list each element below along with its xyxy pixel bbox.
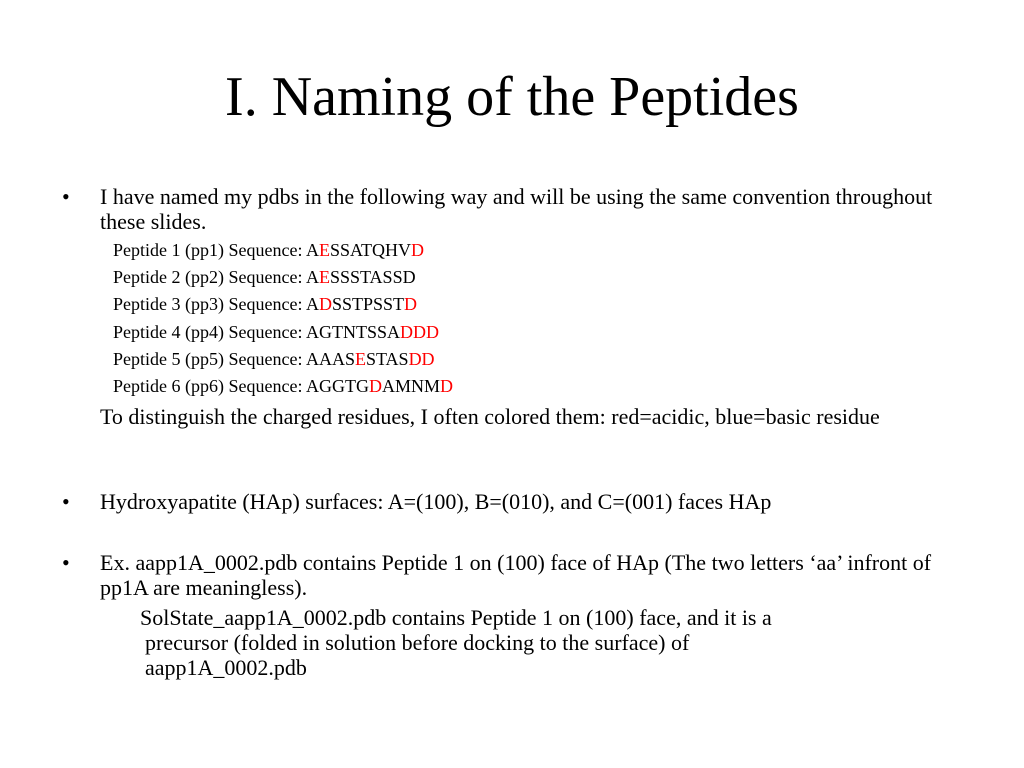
residue-segment: SSSTASSD [329,267,416,288]
peptide-sequence-row [113,346,453,373]
residue-segment: AAAS [305,348,355,369]
acidic-residue: E [318,240,330,260]
bullet-marker-3: • [62,550,70,575]
acidic-residue: D [404,294,418,315]
bullet-3-text: Ex. aapp1A_0002.pdb contains Peptide 1 on (100) face of HAp (The two letters ‘aa’ infront of pp1A are meaningless). [100,550,932,600]
peptide-label: Peptide 1 (pp1) Sequence: [113,240,306,260]
solstate-note [140,605,930,680]
residue-segment: A [305,294,319,315]
peptide-label: Peptide 5 (pp5) Sequence: [113,348,306,369]
solstate-note-line-1: SolState_aapp1A_0002.pdb contains Peptide 1 on (100) face, and it is a [140,605,772,630]
acidic-residue: D [411,240,424,260]
peptide-sequence-row [113,264,453,291]
solstate-note-line-2: precursor (folded in solution before docking to the surface) of [145,630,690,655]
peptide-label: Peptide 2 (pp2) Sequence: [113,267,306,288]
bullet-1-text: I have named my pdbs in the following way and will be using the same convention throughout these slides. [100,184,933,234]
acidic-residue: D [368,376,382,397]
peptide-sequence-list [113,237,453,400]
acidic-residue: D [439,376,453,397]
bullet-2-text: Hydroxyapatite (HAp) surfaces: A=(100), B=(010), and C=(001) faces HAp [100,489,772,514]
peptide-sequence-row [113,373,453,400]
peptide-sequence-row [113,319,453,346]
residue-segment: A [305,240,319,260]
acidic-residue: E [318,267,330,288]
bullet-marker-2: • [62,489,70,514]
residue-segment: AMNM [381,376,440,397]
acidic-residue: D [318,294,332,315]
peptide-label: Peptide 3 (pp3) Sequence: [113,294,306,315]
peptide-label: Peptide 4 (pp4) Sequence: [113,321,306,342]
residue-segment: SSTPSST [331,294,405,315]
slide-title: I. Naming of the Peptides [225,66,799,128]
residue-segment: A [305,267,319,288]
acidic-residue: E [354,348,366,369]
solstate-note-line-3: aapp1A_0002.pdb [145,655,307,680]
peptide-sequence-row [113,237,453,264]
peptide-sequence-row [113,291,453,318]
residue-segment: AGTNTSSA [305,321,400,342]
charged-residue-note: To distinguish the charged residues, I often colored them: red=acidic, blue=basic residue [100,404,880,429]
acidic-residue: DDD [399,321,439,342]
peptide-label: Peptide 6 (pp6) Sequence: [113,376,306,397]
bullet-marker-1: • [62,184,70,209]
residue-segment: SSATQHV [329,240,411,260]
residue-segment: STAS [365,348,409,369]
acidic-residue: DD [408,348,435,369]
residue-segment: AGGTG [305,376,369,397]
